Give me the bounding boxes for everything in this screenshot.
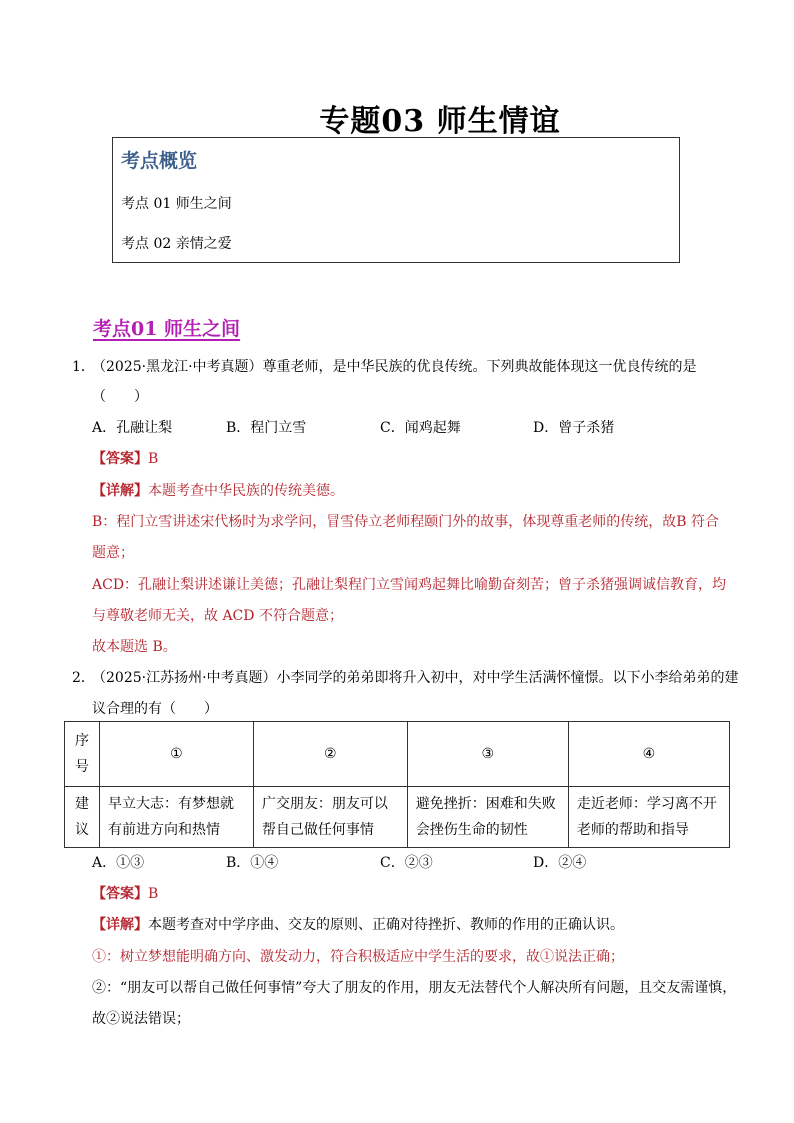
detail-line	[92, 914, 624, 934]
explanation-line: 故本题选 B。	[92, 639, 177, 655]
explanation-line: 题意；	[92, 545, 134, 561]
explanation-line: 故②说法错误；	[92, 1011, 190, 1027]
question-stem: （2025·江苏扬州·中考真题）小李同学的弟弟即将升入初中，对中学生活满怀憧憬。以下小李给弟弟的建	[92, 670, 739, 686]
option-c: C．闻鸡起舞	[380, 420, 461, 436]
detail-text: 本题考查对中学序曲、交友的原则、正确对待挫折、教师的作用的正确认识。	[148, 917, 624, 933]
table-header-cell: ②	[253, 722, 407, 787]
table-row-label: 建议	[65, 787, 100, 848]
table-cell: 早立大志：有梦想就有前进方向和热情	[100, 787, 254, 848]
option-d: D．②④	[533, 855, 587, 871]
option-a: A．孔融让梨	[92, 420, 173, 436]
option-b: B．①④	[226, 855, 279, 871]
detail-text: 本题考查中华民族的传统美德。	[148, 483, 344, 499]
option-a: A．①③	[92, 855, 145, 871]
option-d: D．曾子杀猪	[533, 420, 615, 436]
question-stem: （2025·黑龙江·中考真题）尊重老师，是中华民族的优良传统。下列典故能体现这一优良传统的是	[92, 359, 697, 375]
option-c: C．②③	[380, 855, 433, 871]
table-header-cell: ③	[407, 722, 568, 787]
overview-box	[112, 137, 680, 263]
overview-heading: 考点概览	[121, 150, 198, 172]
overview-item-2: 考点 02 亲情之爱	[121, 236, 232, 252]
table-row	[65, 787, 730, 848]
question-paren: （ ）	[92, 389, 148, 405]
table-cell: 走近老师：学习离不开老师的帮助和指导	[568, 787, 729, 848]
table-header-cell: ④	[568, 722, 729, 787]
answer-tag: 【答案】	[92, 886, 148, 902]
detail-line	[92, 480, 344, 500]
explanation-line: ②：“朋友可以帮自己做任何事情”夸大了朋友的作用，朋友无法替代个人解决所有问题，且交友需谨慎，	[92, 980, 737, 996]
advice-table	[64, 721, 730, 848]
table-header-row	[65, 722, 730, 787]
option-b: B．程门立雪	[226, 420, 307, 436]
answer-value: B	[148, 886, 159, 902]
table-cell: 避免挫折：困难和失败会挫伤生命的韧性	[407, 787, 568, 848]
answer-line	[92, 883, 158, 903]
explanation-line: ①：树立梦想能明确方向、激发动力，符合积极适应中学生活的要求，故①说法正确；	[92, 949, 624, 965]
detail-tag: 【详解】	[92, 917, 148, 933]
table-header-cell: ①	[100, 722, 254, 787]
table-header-label: 序号	[65, 722, 100, 787]
answer-line	[92, 448, 158, 468]
answer-tag: 【答案】	[92, 451, 148, 467]
explanation-line: B：程门立雪讲述宋代杨时为求学问，冒雪侍立老师程颐门外的故事，体现尊重老师的传统，故B 符合	[92, 514, 720, 530]
section-title: 考点01 师生之间	[93, 318, 241, 340]
overview-item-1: 考点 01 师生之间	[121, 196, 232, 212]
detail-tag: 【详解】	[92, 483, 148, 499]
answer-value: B	[148, 451, 159, 467]
question-number: 2．	[72, 670, 95, 686]
question-stem-cont: 议合理的有（ ）	[92, 701, 218, 717]
table-cell: 广交朋友：朋友可以帮自己做任何事情	[253, 787, 407, 848]
question-number: 1．	[72, 359, 95, 375]
explanation-line: ACD：孔融让梨讲述谦让美德；孔融让梨程门立雪闻鸡起舞比喻勤奋刻苦；曾子杀猪强调诚信教育，均	[92, 577, 727, 593]
explanation-line: 与尊敬老师无关，故 ACD 不符合题意；	[92, 608, 343, 624]
page-title: 专题03 师生情谊	[319, 104, 561, 139]
